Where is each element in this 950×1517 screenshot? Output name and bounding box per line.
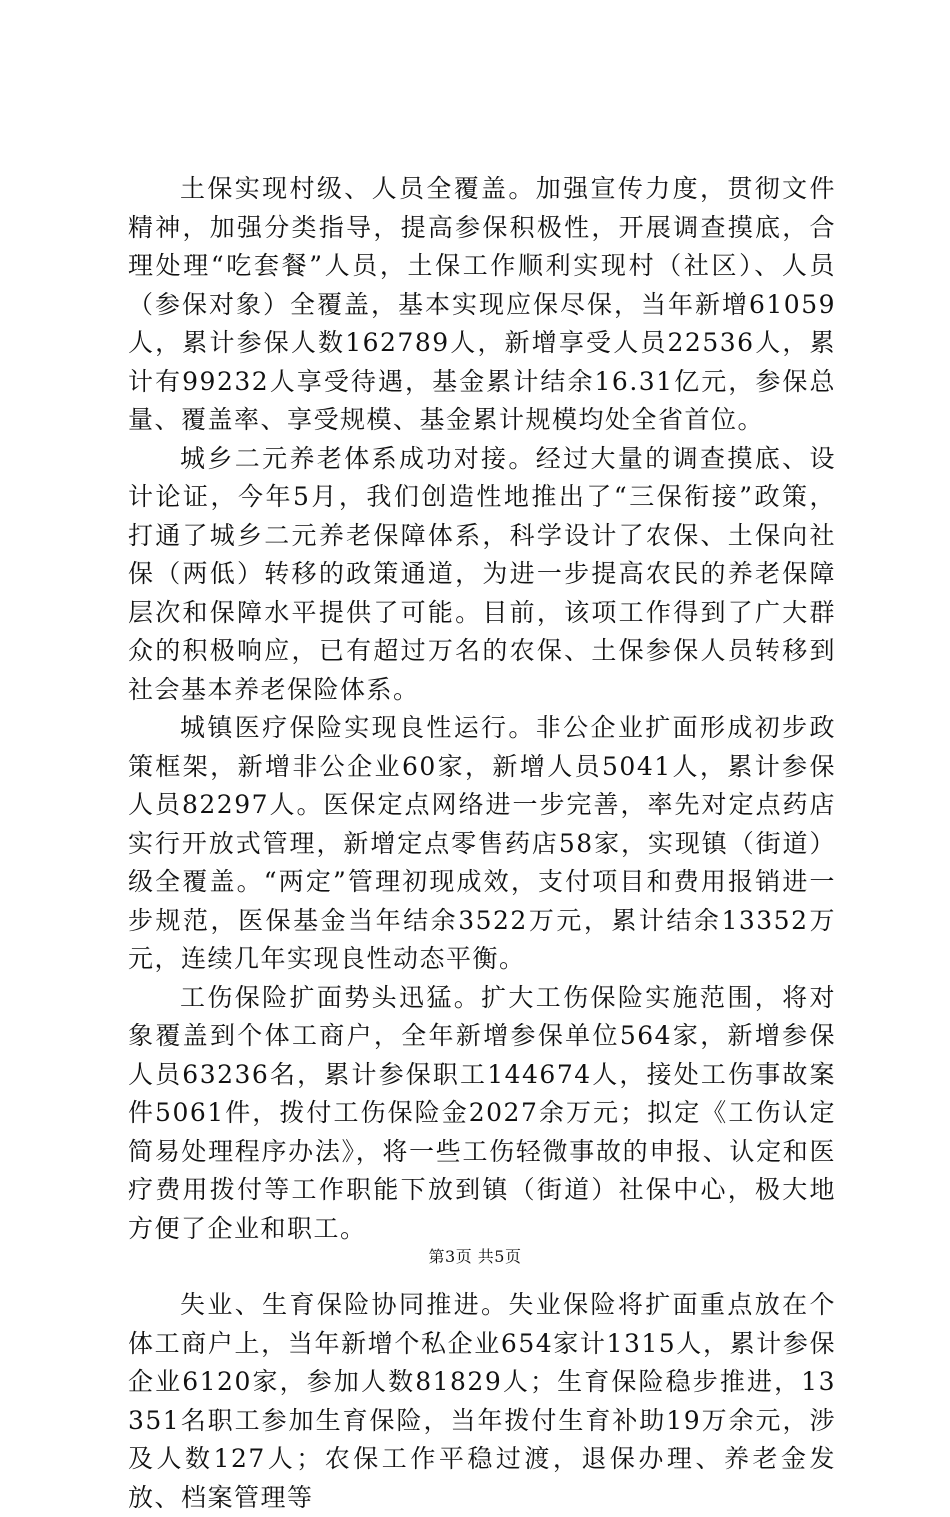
page-number-footer: 第3页 共5页: [428, 1247, 522, 1266]
document-body: [128, 170, 836, 1517]
paragraph-unemployment-maternity: 失业、生育保险协同推进。失业保险将扩面重点放在个体工商户上，当年新增个私企业654家计1315人，累计参保企业6120家，参加人数81829人；生育保险稳步推进，13351名职工参加生育保险，当年拨付生育补助19万余元，涉及人数127人；农保工作平稳过渡，退保办理、养老金发放、档案管理等: [128, 1290, 836, 1512]
paragraph-pension-system: 城乡二元养老体系成功对接。经过大量的调查摸底、设计论证，今年5月，我们创造性地推出了“三保衔接”政策，打通了城乡二元养老保障体系，科学设计了农保、土保向社保（两低）转移的政策通道，为进一步提高农民的养老保障层次和保障水平提供了可能。目前，该项工作得到了广大群众的积极响应，已有超过万名的农保、土保参保人员转移到社会基本养老保险体系。: [128, 443, 836, 704]
paragraph-land-insurance: 土保实现村级、人员全覆盖。加强宣传力度，贯彻文件精神，加强分类指导，提高参保积极性，开展调查摸底，合理处理“吃套餐”人员，土保工作顺利实现村（社区）、人员（参保对象）全覆盖，基本实现应保尽保，当年新增61059人，累计参保人数162789人，新增享受人员22536人，累计有99232人享受待遇，基金累计结余16.31亿元，参保总量、覆盖率、享受规模、基金累计规模均处全省首位。: [128, 174, 836, 434]
paragraph-injury-insurance: 工伤保险扩面势头迅猛。扩大工伤保险实施范围，将对象覆盖到个体工商户，全年新增参保单位564家，新增参保人员63236名，累计参保职工144674人，接处工伤事故案件5061件，拨付工伤保险金2027余万元；拟定《工伤认定简易处理程序办法》，将一些工伤轻微事故的申报、认定和医疗费用拨付等工作职能下放到镇（街道）社保中心，极大地方便了企业和职工。: [128, 982, 836, 1243]
paragraph-medical-insurance: 城镇医疗保险实现良性运行。非公企业扩面形成初步政策框架，新增非公企业60家，新增人员5041人，累计参保人员82297人。医保定点网络进一步完善，率先对定点药店实行开放式管理，新增定点零售药店58家，实现镇（街道）级全覆盖。“两定”管理初现成效，支付项目和费用报销进一步规范，医保基金当年结余3522万元，累计结余13352万元，连续几年实现良性动态平衡。: [128, 713, 836, 973]
